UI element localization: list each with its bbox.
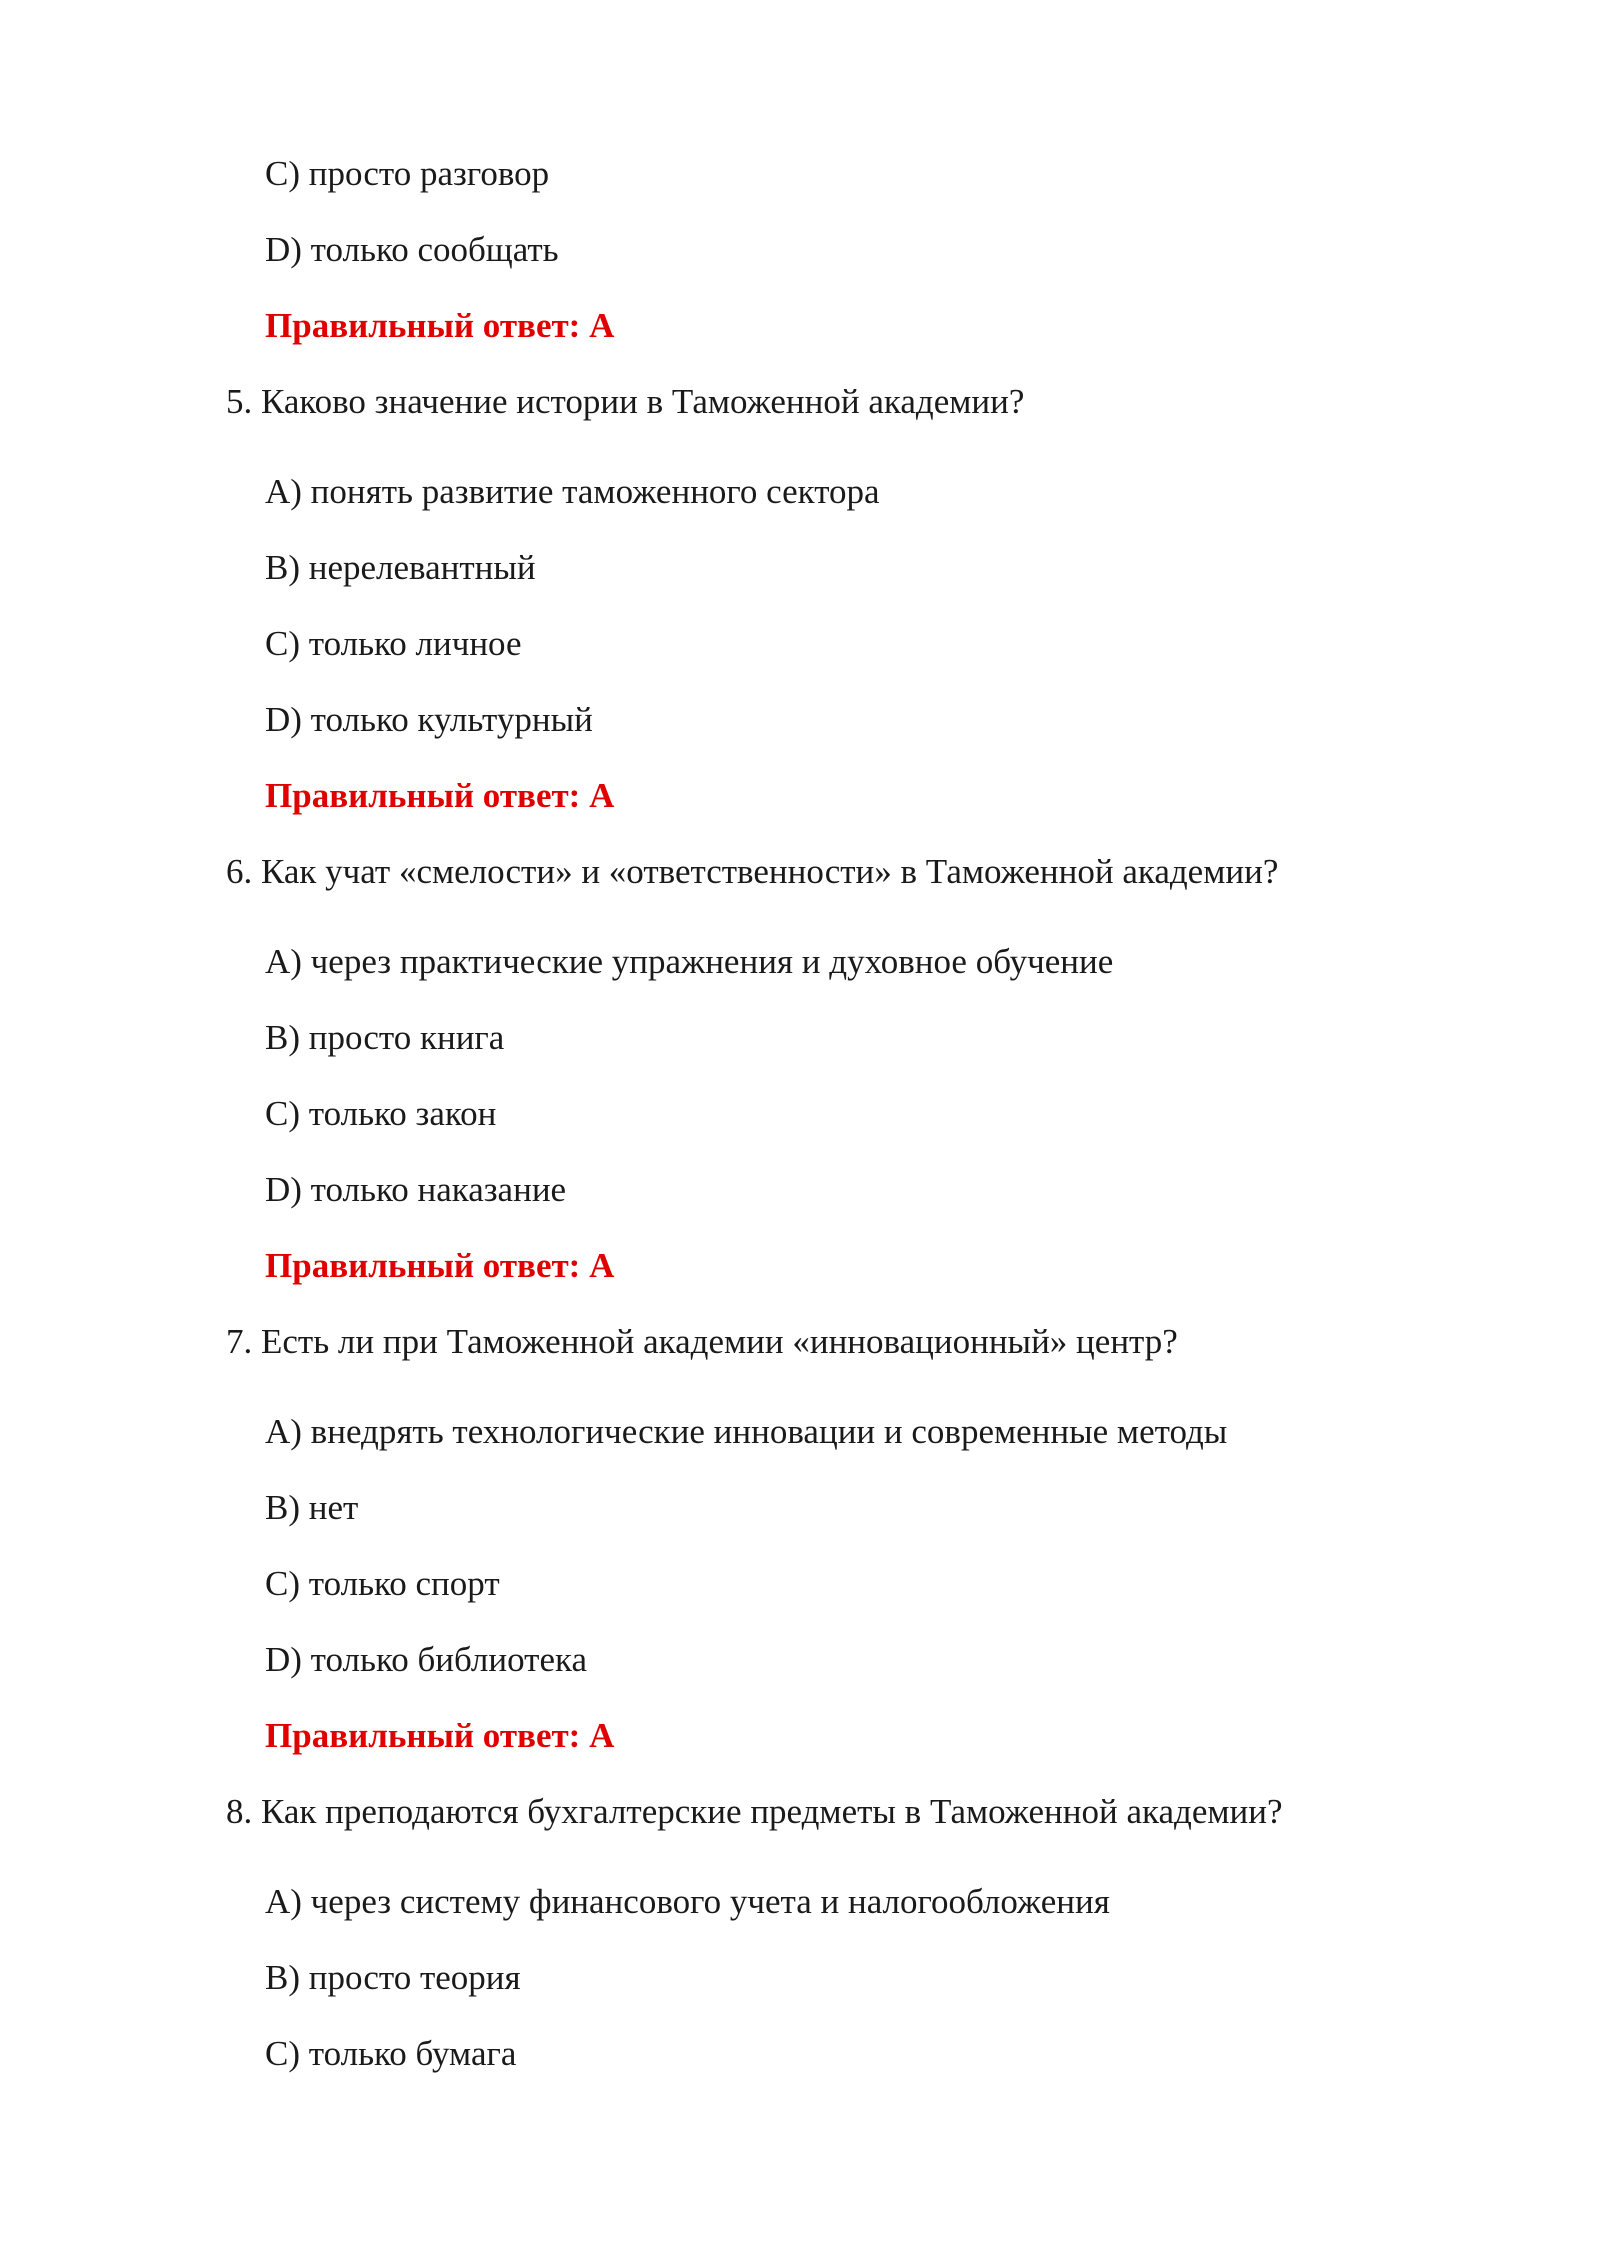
option-8b: B) просто теория [265, 1958, 521, 1997]
correct-answer-6: Правильный ответ: A [265, 1246, 615, 1285]
option-5d: D) только культурный [265, 700, 593, 739]
option-7c: C) только спорт [265, 1564, 500, 1603]
option-6b: B) просто книга [265, 1018, 505, 1057]
question-5: 5. Каково значение истории в Таможенной академии? [226, 382, 1025, 421]
correct-answer-7: Правильный ответ: A [265, 1716, 615, 1755]
correct-answer-4: Правильный ответ: A [265, 306, 615, 345]
option-5c: C) только личное [265, 624, 522, 663]
option-4d: D) только сообщать [265, 230, 559, 269]
option-4c: C) просто разговор [265, 154, 550, 193]
question-7: 7. Есть ли при Таможенной академии «инновационный» центр? [226, 1322, 1178, 1361]
option-5b: B) нерелевантный [265, 548, 536, 587]
option-8a: A) через систему финансового учета и налогообложения [265, 1882, 1110, 1921]
question-8: 8. Как преподаются бухгалтерские предметы в Таможенной академии? [226, 1792, 1283, 1831]
option-7d: D) только библиотека [265, 1640, 588, 1679]
correct-answer-5: Правильный ответ: A [265, 776, 615, 815]
option-7a: A) внедрять технологические инновации и современные методы [265, 1412, 1228, 1451]
option-6c: C) только закон [265, 1094, 497, 1133]
question-6: 6. Как учат «смелости» и «ответственности» в Таможенной академии? [226, 852, 1279, 891]
option-7b: B) нет [265, 1488, 359, 1527]
option-5a: A) понять развитие таможенного сектора [265, 472, 880, 511]
option-6a: A) через практические упражнения и духовное обучение [265, 942, 1114, 981]
option-6d: D) только наказание [265, 1170, 567, 1209]
option-8c: C) только бумага [265, 2034, 517, 2073]
